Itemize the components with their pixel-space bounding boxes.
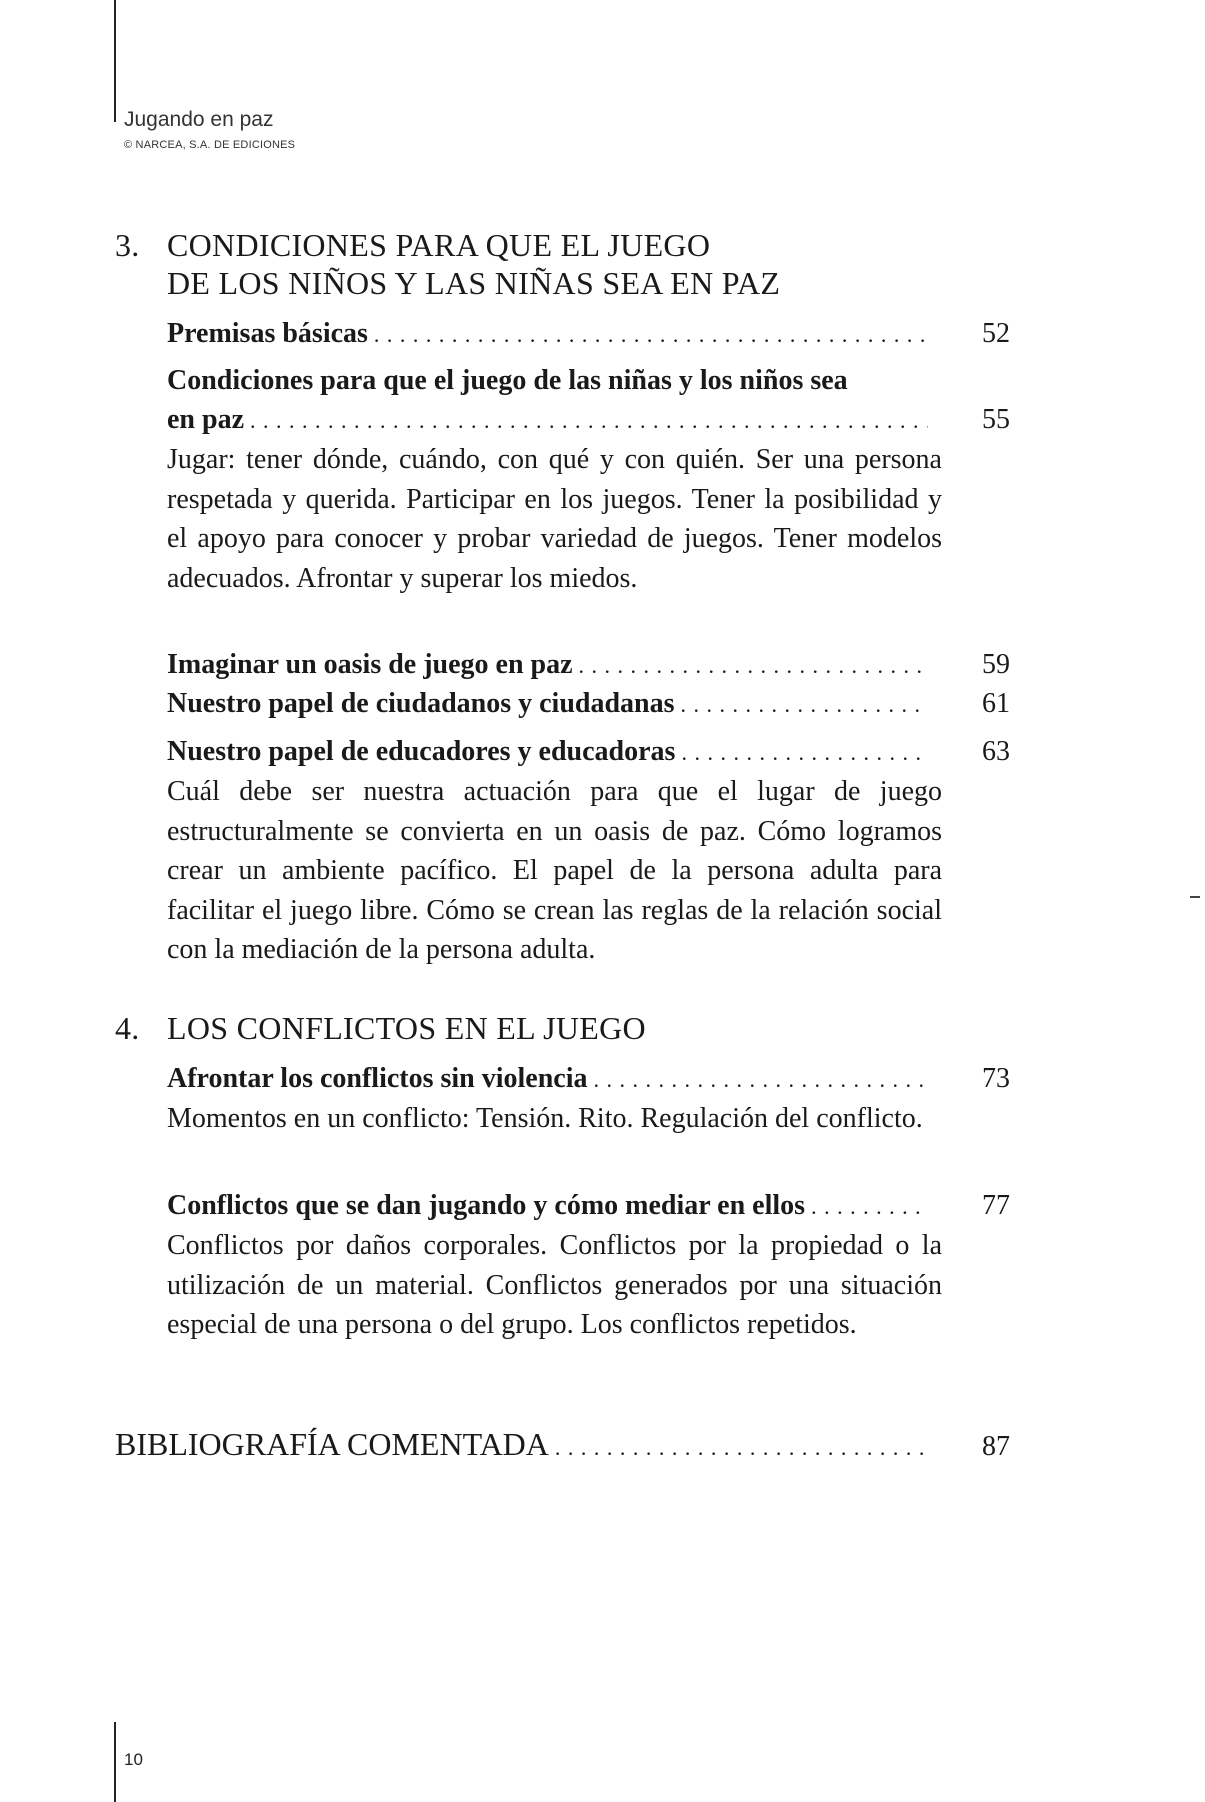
entry-page: 52 bbox=[982, 318, 1010, 349]
entry-page: 61 bbox=[982, 688, 1010, 719]
chapter-number: 3. bbox=[115, 227, 140, 263]
chapter-title-line: LOS CONFLICTOS EN EL JUEGO bbox=[167, 1010, 646, 1046]
entry-title: en paz bbox=[167, 404, 244, 435]
chapter-title-line: DE LOS NIÑOS Y LAS NIÑAS SEA EN PAZ bbox=[167, 265, 781, 301]
header-rule bbox=[114, 0, 116, 122]
chapter-number: 4. bbox=[115, 1010, 140, 1046]
toc-entry[interactable] bbox=[167, 645, 1010, 685]
copyright-notice: © NARCEA, S.A. DE EDICIONES bbox=[124, 139, 296, 151]
entry-title: Premisas básicas bbox=[167, 318, 368, 349]
leader-dots bbox=[555, 1428, 928, 1467]
entry-title: Imaginar un oasis de juego en paz bbox=[167, 649, 573, 680]
entry-page: 55 bbox=[982, 404, 1010, 435]
entry-title: Afrontar los conflictos sin violencia bbox=[167, 1063, 588, 1094]
toc-entry-bibliography[interactable] bbox=[115, 1425, 1010, 1467]
toc-entry[interactable] bbox=[167, 361, 1010, 598]
entry-description: Jugar: tener dónde, cuándo, con qué y con quién. Ser una persona respetada y querida. Participar en los juegos. Tener la posibilidad y el apoyo para conocer y probar variedad de juegos. Tener modelos adecuados. Afrontar y superar los miedos. bbox=[167, 444, 942, 594]
entry-page: 73 bbox=[982, 1063, 1010, 1094]
toc-entry[interactable] bbox=[167, 1059, 1010, 1139]
entry-page: 63 bbox=[982, 736, 1010, 767]
entry-title: Conflictos que se dan jugando y cómo mediar en ellos bbox=[167, 1190, 806, 1221]
entry-title: Nuestro papel de educadores y educadoras bbox=[167, 736, 676, 767]
leader-dots bbox=[681, 733, 928, 772]
leader-dots bbox=[374, 315, 928, 354]
running-title: Jugando en paz bbox=[124, 108, 274, 131]
toc-entry[interactable] bbox=[167, 1186, 1010, 1345]
chapter-title-line: CONDICIONES PARA QUE EL JUEGO bbox=[167, 227, 711, 263]
entry-description: Momentos en un conflicto: Tensión. Rito. Regulación del conflicto. bbox=[167, 1103, 923, 1134]
footer-rule bbox=[114, 1722, 116, 1802]
toc-entry[interactable] bbox=[167, 732, 1010, 970]
entry-page: 59 bbox=[982, 649, 1010, 680]
entry-page: 87 bbox=[982, 1431, 1010, 1462]
leader-dots bbox=[250, 401, 928, 440]
leader-dots bbox=[579, 646, 928, 685]
leader-dots bbox=[594, 1060, 928, 1099]
entry-page: 77 bbox=[982, 1190, 1010, 1221]
entry-description: Conflictos por daños corporales. Conflictos por la propiedad o la utilización de un material. Conflictos generados por una situación especial de una persona o del grupo. Los conflictos repetidos. bbox=[167, 1230, 942, 1340]
margin-mark bbox=[1190, 896, 1200, 898]
leader-dots bbox=[811, 1187, 928, 1226]
entry-title: Condiciones para que el juego de las niñas y los niños sea bbox=[167, 365, 848, 396]
entry-description: Cuál debe ser nuestra actuación para que el lugar de juego estructuralmente se convierta en un oasis de paz. Cómo logramos crear un ambiente pacífico. El papel de la persona adulta para facilitar el juego libre. Cómo se crean las reglas de la relación social con la mediación de la persona adulta. bbox=[167, 776, 942, 965]
entry-title: BIBLIOGRAFÍA COMENTADA bbox=[115, 1426, 549, 1462]
page-number: 10 bbox=[124, 1750, 143, 1769]
entry-title: Nuestro papel de ciudadanos y ciudadanas bbox=[167, 688, 675, 719]
toc-entry[interactable] bbox=[167, 684, 1010, 724]
leader-dots bbox=[681, 685, 929, 724]
toc-entry[interactable] bbox=[167, 314, 1010, 354]
